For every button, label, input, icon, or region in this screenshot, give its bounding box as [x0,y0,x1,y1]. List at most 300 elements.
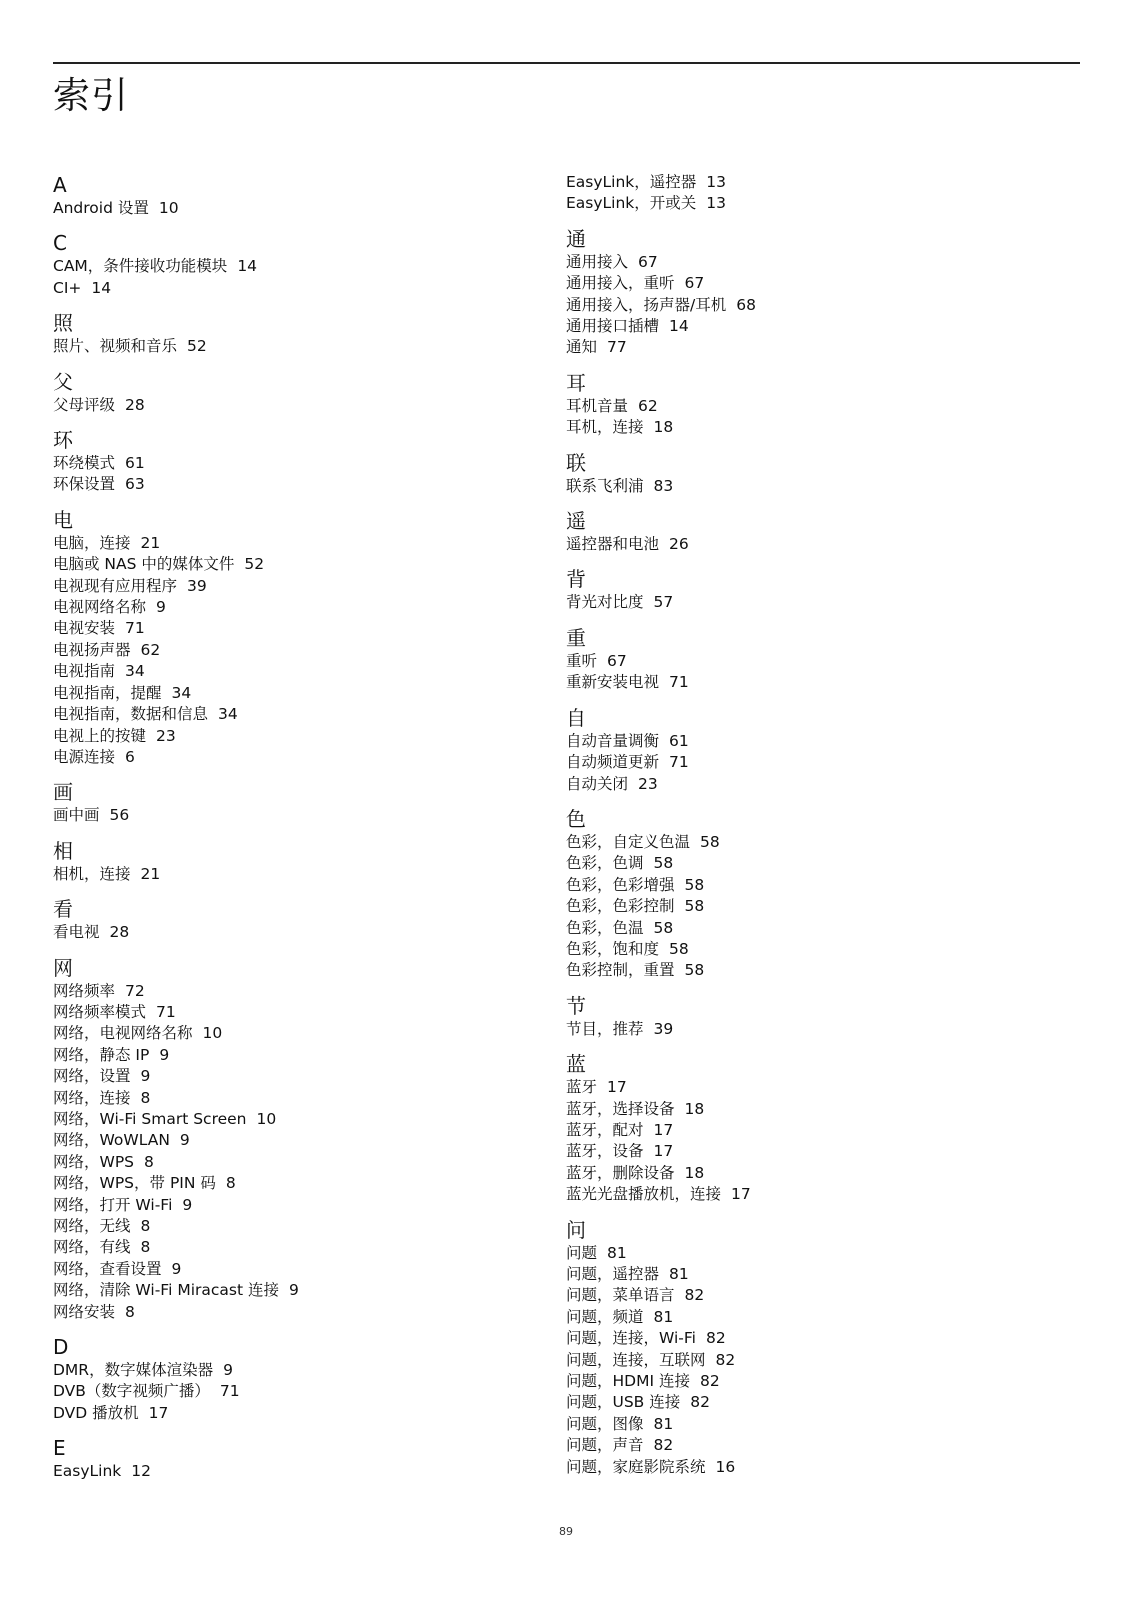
index-entry[interactable] [566,193,1066,214]
index-entry-text: 色彩，色彩增强 [566,875,675,894]
index-group [566,705,1066,795]
index-letter-heading: 电 [53,507,73,532]
index-entry[interactable] [566,918,1066,939]
page-title: 索引 [53,74,129,117]
index-entry-text: 电脑或 NAS 中的媒体文件 [53,555,235,574]
index-group [53,1334,523,1424]
index-entry-page: 61 [125,454,145,473]
index-group [566,172,1066,215]
index-group [53,1435,523,1482]
index-entry-text: 蓝牙，删除设备 [566,1163,675,1182]
index-letter-heading: 节 [566,993,586,1018]
index-entry-page: 34 [125,662,145,681]
index-entry-page: 26 [669,535,689,554]
index-entry-page: 52 [244,555,265,574]
index-entry-text: 色彩，饱和度 [566,939,660,958]
index-entry[interactable] [566,1077,1066,1098]
index-entry[interactable] [566,731,1066,752]
index-entry-text: 蓝牙，配对 [566,1120,644,1139]
index-letter-heading: 蓝 [566,1052,586,1077]
index-letter-heading: 耳 [566,370,586,395]
index-entry-text: 通用接入，扬声器/耳机 [566,295,727,314]
index-column-right [566,172,1066,1489]
index-entry-page: 63 [125,475,145,494]
index-entry[interactable] [53,805,523,826]
index-letter-heading: 相 [53,838,73,863]
index-entry-page: 10 [202,1024,223,1043]
index-entry-text: 网络，WoWLAN [53,1131,170,1150]
index-entry[interactable] [566,592,1066,613]
index-entry-text: 问题，家庭影院系统 [566,1457,706,1476]
index-entry[interactable] [53,198,523,219]
index-entry-page: 71 [219,1382,240,1401]
index-entry-text: 网络，WPS，带 PIN 码 [53,1174,216,1193]
index-entry[interactable] [566,1141,1066,1162]
index-entry[interactable] [53,704,523,725]
index-entry[interactable] [566,832,1066,853]
index-entry-page: 8 [144,1152,154,1171]
index-group [53,427,523,496]
index-entry[interactable] [566,1019,1066,1040]
index-entry-text: 网络，打开 Wi-Fi [53,1195,173,1214]
index-entry-page: 82 [684,1286,705,1305]
index-group [566,625,1066,694]
index-entry-page: 71 [125,619,145,638]
index-entry[interactable] [566,295,1066,316]
index-entry-page: 12 [131,1462,152,1481]
index-entry-text: 耳机，连接 [566,418,644,437]
index-entry[interactable] [53,395,523,416]
index-entry-page: 81 [669,1265,689,1283]
index-letter-heading: 问 [566,1217,586,1242]
index-entry-page: 34 [171,683,192,702]
index-entry[interactable] [53,1088,523,1109]
index-entry[interactable] [566,960,1066,981]
index-entry-page: 17 [607,1078,627,1097]
index-entry-text: 问题，HDMI 连接 [566,1372,690,1391]
index-entry[interactable] [53,618,523,639]
index-entry[interactable] [566,939,1066,960]
index-entry[interactable] [53,747,523,768]
index-entry-page: 52 [187,337,207,356]
index-entry-page: 10 [158,199,179,217]
index-entry[interactable] [53,1023,523,1044]
index-group [53,369,523,416]
index-entry-page: 81 [653,1307,674,1326]
index-entry[interactable] [566,1371,1066,1392]
index-entry[interactable] [53,533,523,554]
index-entry-text: EasyLink [53,1462,122,1481]
index-entry-page: 18 [653,418,674,437]
index-entry-text: 通知 [566,338,598,357]
index-entry[interactable] [566,1414,1066,1435]
index-entry-page: 17 [653,1120,674,1139]
index-entry[interactable] [566,534,1066,555]
index-entry-text: 色彩，色彩控制 [566,897,675,916]
index-entry-page: 82 [705,1329,726,1348]
index-entry-page: 13 [706,194,727,213]
index-entry-text: 网络，清除 Wi-Fi Miracast 连接 [53,1281,279,1300]
index-entry-page: 82 [653,1436,674,1455]
index-entry-text: 网络频率模式 [53,1002,147,1021]
index-letter-heading: 重 [566,625,586,650]
index-group [53,838,523,885]
index-entry[interactable] [53,1461,523,1482]
index-entry[interactable] [53,597,523,618]
index-entry-text: 遥控器和电池 [566,535,660,554]
index-entry[interactable] [566,1264,1066,1285]
index-entry[interactable] [566,1457,1066,1478]
index-entry-page: 83 [653,476,674,495]
index-entry-text: 自动音量调衡 [566,731,660,750]
index-entry[interactable] [566,1243,1066,1264]
index-entry[interactable] [53,1259,523,1280]
index-entry[interactable] [53,640,523,661]
index-entry-page: 28 [109,923,130,942]
index-entry-page: 16 [715,1457,736,1476]
index-letter-heading: 照 [53,311,73,336]
index-entry-text: 电视扬声器 [53,640,131,659]
index-entry-page: 17 [148,1403,169,1422]
top-divider [53,62,1080,64]
index-entry[interactable] [566,1163,1066,1184]
index-entry-text: CAM，条件接收功能模块 [53,257,228,276]
index-entry[interactable] [566,1392,1066,1413]
index-entry[interactable] [53,922,523,943]
index-entry[interactable] [566,774,1066,795]
index-entry[interactable] [566,896,1066,917]
index-entry-page: 81 [653,1414,674,1433]
index-entry-text: 相机，连接 [53,864,131,883]
index-entry-text: 耳机音量 [566,396,629,415]
index-entry[interactable] [53,453,523,474]
index-entry[interactable] [53,1130,523,1151]
index-entry[interactable] [566,316,1066,337]
index-entry-text: 通用接入，重听 [566,274,675,293]
index-group [566,226,1066,359]
index-entry[interactable] [53,474,523,495]
index-entry[interactable] [566,752,1066,773]
index-group [566,566,1066,613]
index-entry-text: 网络频率 [53,981,116,1000]
index-entry-page: 28 [125,395,145,414]
index-entry-text: 自动关闭 [566,774,629,793]
index-entry[interactable] [566,1435,1066,1456]
index-letter-heading: 遥 [566,509,586,534]
index-group [566,508,1066,555]
index-entry-text: 问题，USB 连接 [566,1393,681,1412]
index-entry-text: 电视上的按键 [53,726,147,745]
index-letter-heading: 环 [53,428,73,453]
index-entry-text: 节目，推荐 [566,1019,644,1038]
index-entry-text: 问题，频道 [566,1307,644,1326]
index-entry-text: 背光对比度 [566,593,644,612]
index-entry-page: 10 [256,1109,277,1128]
index-entry-page: 9 [182,1195,193,1214]
index-letter-heading: 画 [53,780,73,805]
index-entry-page: 61 [669,731,689,750]
index-entry[interactable] [566,875,1066,896]
index-entry-page: 8 [125,1302,135,1321]
index-entry-page: 56 [109,806,130,825]
index-entry-page: 68 [736,295,756,314]
index-entry-page: 58 [700,832,720,851]
index-entry-page: 67 [638,252,658,271]
index-entry-text: EasyLink，开或关 [566,194,697,213]
index-entry-page: 8 [140,1217,151,1235]
index-entry-text: 电视指南，数据和信息 [53,705,209,724]
index-group [53,230,523,299]
index-group [566,370,1066,439]
index-entry[interactable] [53,278,523,299]
index-entry-page: 71 [669,673,689,692]
index-entry-page: 82 [699,1372,720,1391]
index-entry[interactable] [566,672,1066,693]
index-entry-text: 网络，静态 IP [53,1045,150,1064]
index-letter-heading: D [53,1335,69,1360]
index-entry-page: 9 [179,1131,190,1150]
index-entry[interactable] [566,396,1066,417]
index-entry-page: 58 [684,875,705,894]
index-entry-page: 9 [140,1067,151,1086]
index-group [53,507,523,768]
index-entry-page: 62 [638,396,658,415]
index-entry-text: 通用接口插槽 [566,317,660,336]
index-entry[interactable] [566,417,1066,438]
index-entry-text: 网络安装 [53,1302,116,1321]
index-entry[interactable] [53,661,523,682]
index-entry-text: 网络，WPS [53,1152,135,1171]
index-entry-text: DVB（数字视频广播） [53,1382,210,1401]
index-entry-text: EasyLink，遥控器 [566,173,697,191]
index-entry-page: 62 [140,640,161,659]
index-entry[interactable] [566,1120,1066,1141]
index-entry-page: 77 [607,338,627,357]
index-letter-heading: 色 [566,806,586,831]
index-entry-page: 34 [218,705,238,724]
index-entry-text: 问题，遥控器 [566,1265,660,1283]
index-entry-page: 18 [684,1099,705,1118]
index-entry-text: 网络，设置 [53,1067,131,1086]
index-entry[interactable] [53,554,523,575]
index-entry-page: 71 [669,753,689,772]
index-letter-heading: 网 [53,955,73,980]
index-entry-text: 蓝牙，选择设备 [566,1099,675,1118]
index-entry-text: 色彩，色调 [566,854,644,873]
index-entry[interactable] [53,1237,523,1258]
index-entry-page: 17 [653,1142,674,1161]
index-entry[interactable] [53,683,523,704]
index-entry[interactable] [566,1285,1066,1306]
index-entry-text: DMR，数字媒体渲染器 [53,1361,214,1380]
index-entry-page: 13 [706,173,727,191]
index-entry-text: 蓝牙，设备 [566,1142,644,1161]
index-entry[interactable] [566,1099,1066,1120]
index-group [53,779,523,826]
index-column-left [53,172,523,1494]
index-entry-text: Android 设置 [53,199,149,217]
index-entry-page: 9 [159,1045,170,1064]
index-letter-heading: 看 [53,897,73,922]
index-entry-page: 8 [225,1174,236,1193]
index-entry-page: 18 [684,1163,705,1182]
index-entry[interactable] [566,172,1066,193]
index-entry-text: 看电视 [53,923,100,942]
index-entry-text: 电源连接 [53,747,116,766]
index-entry[interactable] [566,1307,1066,1328]
index-letter-heading: 自 [566,705,586,730]
index-entry-text: 环保设置 [53,475,116,494]
index-entry-text: 重听 [566,651,598,670]
index-entry-page: 14 [237,257,258,276]
index-group [566,1217,1066,1478]
index-entry-page: 82 [690,1393,710,1412]
index-entry-page: 8 [140,1238,151,1257]
index-entry-text: 蓝光光盘播放机，连接 [566,1185,722,1204]
index-entry-page: 67 [607,651,627,670]
index-entry[interactable] [53,1302,523,1323]
index-group [53,310,523,357]
index-entry-text: 电视网络名称 [53,598,147,617]
index-entry-page: 23 [638,774,658,793]
index-entry[interactable] [53,1109,523,1130]
index-entry[interactable] [53,1403,523,1424]
index-group [53,955,523,1324]
index-entry-text: 问题，菜单语言 [566,1286,675,1305]
index-group [53,896,523,943]
index-group [566,1051,1066,1205]
index-entry-page: 9 [223,1361,233,1380]
index-entry-page: 58 [684,961,705,980]
index-entry-text: 问题，连接，互联网 [566,1350,706,1369]
index-entry-text: 自动频道更新 [566,753,660,772]
index-entry[interactable] [566,853,1066,874]
index-entry[interactable] [566,252,1066,273]
index-letter-heading: 通 [566,226,586,251]
index-entry-page: 39 [653,1019,674,1038]
index-entry-text: 电视现有应用程序 [53,576,178,595]
index-entry-text: 色彩，自定义色温 [566,832,691,851]
index-entry-page: 14 [91,278,112,297]
index-entry-page: 21 [140,533,161,552]
index-entry-page: 23 [156,726,176,745]
index-entry[interactable] [566,1328,1066,1349]
index-entry-text: 问题 [566,1243,598,1262]
index-entry[interactable] [53,1002,523,1023]
index-entry-page: 67 [684,274,705,293]
index-entry-page: 58 [684,897,705,916]
index-entry-page: 8 [140,1088,151,1107]
index-entry-page: 9 [156,598,166,617]
index-entry-page: 6 [125,747,135,766]
index-entry-text: 重新安装电视 [566,673,660,692]
index-entry-page: 81 [607,1243,627,1262]
index-entry-text: 电脑，连接 [53,533,131,552]
index-entry-text: 网络，连接 [53,1088,131,1107]
index-entry-text: 父母评级 [53,395,116,414]
index-entry-text: 网络，无线 [53,1217,131,1235]
index-entry[interactable] [566,337,1066,358]
index-entry[interactable] [53,1216,523,1237]
index-entry-page: 71 [156,1002,176,1021]
index-letter-heading: E [53,1436,66,1461]
index-letter-heading: A [53,173,67,197]
index-entry-text: 环绕模式 [53,454,116,473]
index-entry-text: 色彩控制，重置 [566,961,675,980]
index-entry-page: 9 [171,1259,182,1278]
index-entry-text: 蓝牙 [566,1078,598,1097]
index-group [566,993,1066,1040]
index-entry-text: 网络，电视网络名称 [53,1024,193,1043]
index-entry-page: 57 [653,593,674,612]
index-entry-text: 色彩，色温 [566,918,644,937]
index-entry-text: 电视安装 [53,619,116,638]
index-entry-page: 82 [715,1350,736,1369]
index-letter-heading: 联 [566,450,586,475]
index-entry-text: 问题，声音 [566,1436,644,1455]
index-entry[interactable] [53,256,523,277]
index-entry[interactable] [53,1066,523,1087]
index-entry-page: 17 [731,1185,751,1204]
index-entry[interactable] [566,1350,1066,1371]
index-entry-text: 通用接入 [566,252,629,271]
index-entry-page: 58 [653,918,674,937]
index-entry-page: 72 [125,981,145,1000]
index-entry-text: 问题，连接，Wi-Fi [566,1329,696,1348]
index-entry[interactable] [53,1195,523,1216]
index-entry-text: 网络，查看设置 [53,1259,162,1278]
index-entry[interactable] [53,1152,523,1173]
index-group [53,172,523,219]
index-entry-text: 电视指南，提醒 [53,683,162,702]
index-entry[interactable] [53,1173,523,1194]
index-entry[interactable] [566,476,1066,497]
index-entry[interactable] [53,981,523,1002]
index-entry[interactable] [53,1381,523,1402]
index-entry-page: 39 [187,576,207,595]
index-entry-page: 21 [140,864,161,883]
index-entry-text: CI+ [53,278,82,297]
index-letter-heading: C [53,231,67,256]
index-group [566,806,1066,982]
index-letter-heading: 背 [566,567,586,592]
index-entry[interactable] [53,336,523,357]
index-entry-text: 联系飞利浦 [566,476,644,495]
index-letter-heading: 父 [53,369,73,394]
index-entry[interactable] [53,1360,523,1381]
index-entry-page: 14 [669,317,689,336]
index-entry-page: 58 [653,854,674,873]
index-entry[interactable] [53,1280,523,1301]
index-entry[interactable] [53,864,523,885]
index-entry[interactable] [53,726,523,747]
index-entry[interactable] [566,1184,1066,1205]
index-entry-page: 58 [669,939,689,958]
index-entry[interactable] [53,1045,523,1066]
index-entry-text: 问题，图像 [566,1414,644,1433]
index-entry[interactable] [53,576,523,597]
index-entry-text: 网络，有线 [53,1238,131,1257]
page-number: 89 [559,1525,573,1538]
index-group [566,450,1066,497]
index-entry-page: 9 [288,1281,299,1300]
index-entry-text: DVD 播放机 [53,1403,139,1422]
index-entry[interactable] [566,651,1066,672]
index-entry[interactable] [566,273,1066,294]
index-entry-text: 网络，Wi-Fi Smart Screen [53,1109,247,1128]
index-entry-text: 照片、视频和音乐 [53,337,178,356]
index-entry-text: 画中画 [53,806,100,825]
